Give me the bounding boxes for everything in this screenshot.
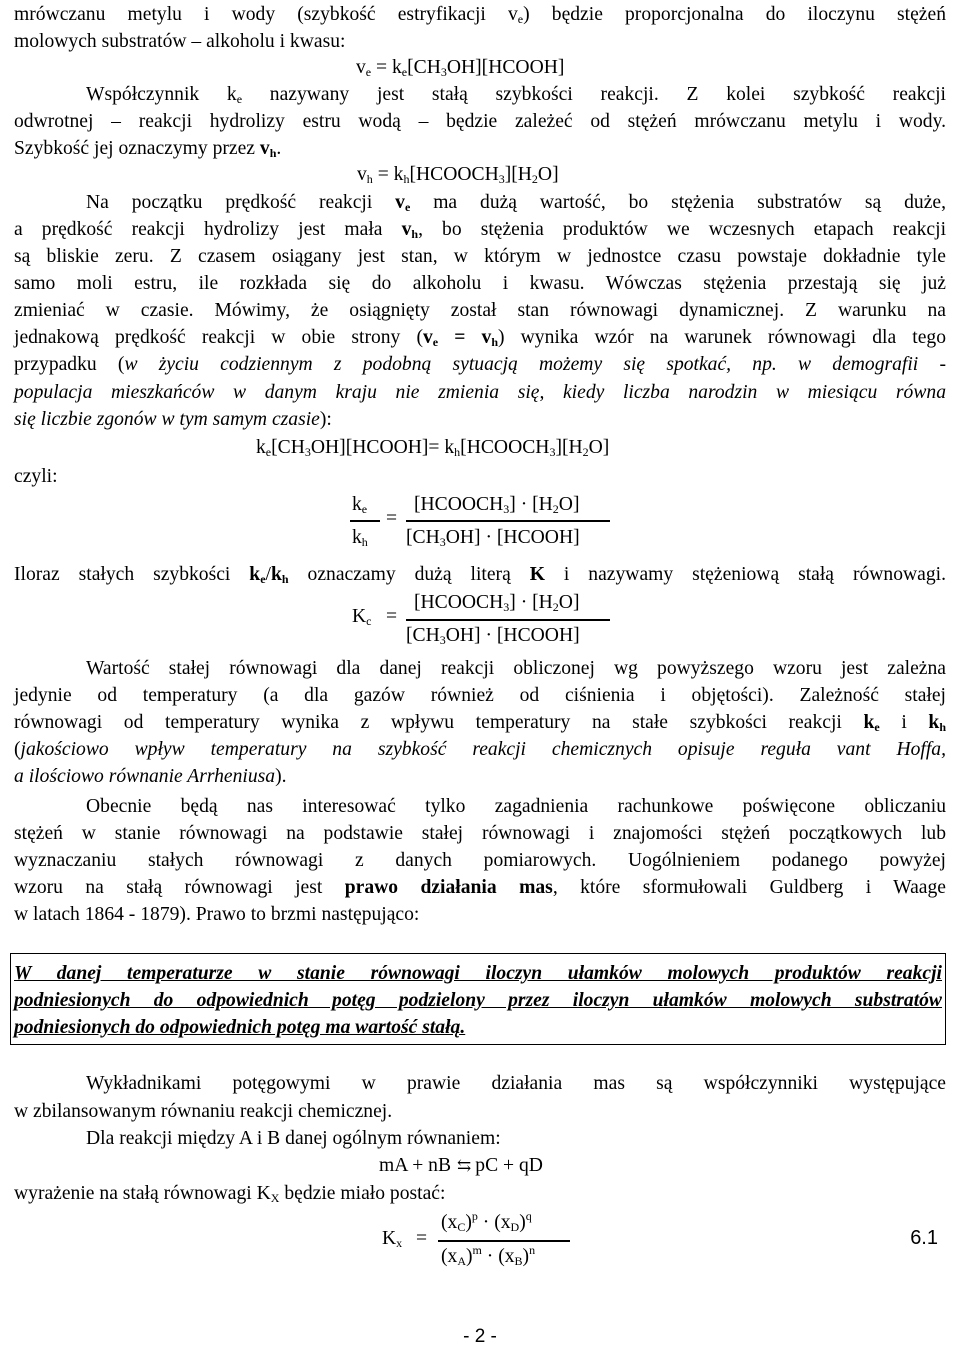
text-line: Szybkość jej oznaczymy przez $v_h$. (14, 138, 282, 160)
equilibrium-equality: $k_e[CH_3OH][HCOOH]=$ $k_h[HCOOCH_3][H_2O]$ (256, 437, 610, 459)
text-line: Wartość stałej równowagi dla danej reakcji obliczonej wg powyższego wzoru jest zależna (86, 658, 946, 679)
text-line: wyznaczaniu stałych równowagi z danych pomiarowych. Uogólnieniem podanego powyżej (14, 850, 946, 871)
text-line: przypadku (w życiu codziennym z podobną sytuacją możemy się spotkać, np. w demografii - (14, 354, 946, 375)
text-line: w latach 1864 - 1879). Prawo to brzmi następująco: (14, 904, 420, 925)
text-line: mrówczanu metylu i wody (szybkość estryfikacji $v_e$) będzie proporcjonalna do iloczynu stężeń (14, 4, 946, 26)
fraction-denominator: $(x_A)^m \cdot (x_B)^n$ (441, 1243, 536, 1268)
fraction-bar (350, 520, 380, 522)
text-line: Współczynnik $k_e$ nazywany jest stałą szybkości reakcji. Z kolei szybkość reakcji (86, 84, 946, 106)
page-number: - 2 - (463, 1326, 497, 1347)
text-line: czyli: (14, 466, 58, 487)
text-line: Dla reakcji między A i B danej ogólnym równaniem: (86, 1128, 501, 1149)
equals-sign: = (386, 508, 398, 529)
rate-equation-ve: $v_e$ = $k_e[CH_3OH][HCOOH]$ (356, 57, 565, 79)
text-line: (jakościowo wpływ temperatury na szybkość reakcji chemicznych opisuje reguła vant Hoffa, (14, 739, 946, 760)
rate-equation-vh: $v_h$ = $k_h[HCOOCH_3][H_2O]$ (357, 164, 559, 186)
fraction-denominator: $[CH_3OH]$ · [HCOOH] (406, 527, 580, 549)
text-line: Wykładnikami potęgowymi w prawie działania mas są współczynniki występujące (86, 1073, 946, 1094)
equation-number: 6.1 (910, 1227, 938, 1249)
text-line: jednakową prędkość reakcji w obie strony $(v_e = v_h)$ wynika wzór na warunek równowagi dla tego (14, 327, 946, 349)
fraction-bar (406, 619, 610, 621)
text-line: a ilościowo równanie Arrheniusa). (14, 766, 287, 787)
equilibrium-arrow-icon: ⇆ (457, 1156, 470, 1175)
text-line: populacja mieszkańców w danym kraju nie zmienia się, kiedy liczba narodzin w miesiącu równa (14, 382, 946, 403)
text-line: Obecnie będą nas interesować tylko zagadnienia rachunkowe poświęcone obliczaniu (86, 796, 946, 817)
law-text-line: W danej temperaturze w stanie równowagi iloczyn ułamków molowych produktów reakcji (14, 963, 942, 984)
fraction-numerator: $k_e$ (352, 494, 368, 516)
text-line: odwrotnej – reakcji hydrolizy estru wodą – będzie zależeć od stężeń mrówczanu metylu i wody. (14, 111, 946, 132)
fraction-numerator: $(x_C)^p \cdot (x_D)^q$ (441, 1209, 532, 1234)
fraction-bar (438, 1240, 570, 1242)
text-line: się liczbie zgonów w tym samym czasie): (14, 409, 332, 430)
fraction-bar (406, 520, 610, 522)
text-line: są bliskie zeru. Z czasem osiągany jest stan, w którym w jednostce czasu powstaje dokładnie tyle (14, 246, 946, 267)
text-line: wyrażenie na stałą równowagi $K_X$ będzie miało postać: (14, 1183, 446, 1205)
fraction-numerator: $[HCOOCH_3] \cdot [H_2O]$ (414, 494, 580, 516)
fraction-denominator: $[CH_3OH]$ · [HCOOH] (406, 625, 580, 647)
law-text-line: podniesionych do odpowiednich potęg podzielony przez iloczyn ułamków molowych substratów (14, 990, 942, 1011)
text-line: samo moli estru, ile rozkłada się do alkoholu i kwasu. Wówczas stężenia przestają się już (14, 273, 946, 294)
text-line: stężeń w stanie równowagi na podstawie stałej równowagi i znajomości stężeń początkowych lub (14, 823, 946, 844)
equals-sign: = (416, 1228, 428, 1249)
text-line: molowych substratów – alkoholu i kwasu: (14, 31, 346, 52)
equals-sign: = (386, 606, 398, 627)
law-text-line: podniesionych do odpowiednich potęg ma wartość stałą. (14, 1017, 466, 1038)
fraction-numerator: $[HCOOCH_3] \cdot [H_2O]$ (414, 592, 580, 614)
text-line: Iloraz stałych szybkości $k_e/k_h$ oznaczamy dużą literą K i nazywamy stężeniową stałą równowagi. (14, 564, 947, 586)
text-line: równowagi od temperatury wynika z wpływu temperatury na stałe szybkości reakcji $k_e$ i $k_h$ (14, 712, 946, 734)
text-line: wzoru na stałą równowagi jest prawo działania mas, które sformułowali Guldberg i Waage (14, 877, 946, 898)
text-line: jedynie od temperatury (a dla gazów również od ciśnienia i objętości). Zależność stałej (14, 685, 946, 706)
text-line: a prędkość reakcji hydrolizy jest mała $v_h$, bo stężenia produktów we wczesnych etapach reakcji (14, 219, 947, 241)
kc-symbol: $K_c$ (352, 606, 372, 628)
kx-symbol: $K_x$ (382, 1228, 403, 1250)
text-line: Na początku prędkość reakcji $v_e$ ma dużą wartość, bo stężenia substratów są duże, (86, 192, 946, 214)
fraction-denominator: $k_h$ (352, 527, 368, 549)
text-line: w zbilansowanym równaniu reakcji chemicznej. (14, 1101, 393, 1122)
text-line: zmieniać w czasie. Mówimy, że osiągnięty został stan równowagi dynamicznej. Z warunku na (14, 300, 946, 321)
reaction-equation: mA + nB ⇆ pC + qD (379, 1153, 946, 1179)
